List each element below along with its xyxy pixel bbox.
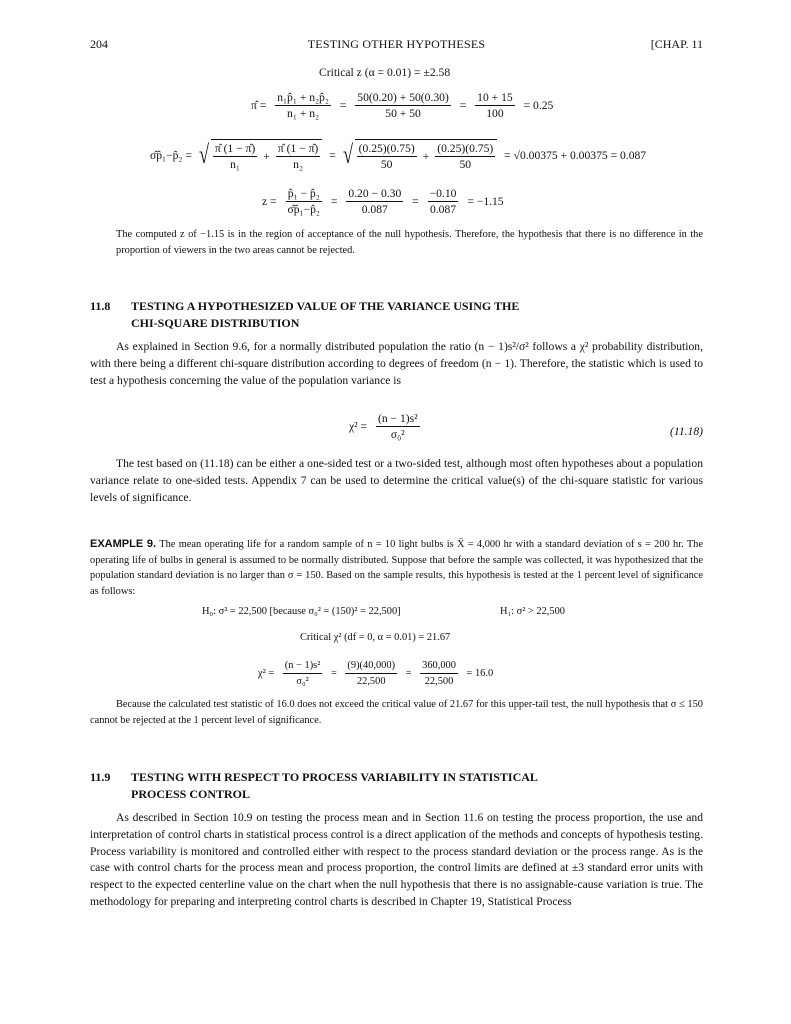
sigma-equation: σ̂p̂₁−p̂₂ = √ $\frac{\pî (1 - \pî)}{\text{n₁}}$ + $\frac{\pî (1 - \pî)}{\text{n₂}}$ = √ $\frac{(0.25)(0.75)}{50}$ + $\frac{(0.25)(0.75)}{50}$ = √0.00375 + 0.00375 = 0.087 [150,140,647,171]
section-number: 11.9 [90,770,111,784]
section-title-line-1: TESTING WITH RESPECT TO PROCESS VARIABILITY IN STATISTICAL [131,770,538,784]
section-11-9-paragraph: As described in Section 10.9 on testing the process mean and in Section 11.6 on testing the process proportion, the use and interpretation of control charts in statistical process control is a direct application of the methods and concepts of hypothesis testing. Process variability is monitored and controlled either with respect to the process standard deviation or the process range. As is the case with control charts for the process mean and process proportion, the control limits are defined at ±3 standard error units with respect to the expected centerline value on the chart when the null hypothesis that there is no assignable-cause variation is true. The methodology for preparing and interpreting control charts is described in Chapter 19, Statistical Process [90,811,703,908]
example-9-conclusion: Because the calculated test statistic of 16.0 does not exceed the critical value of 21.67 for this upper-tail test, the null hypothesis that σ ≤ 150 cannot be rejected at the 1 percent level of significance. [90,699,703,726]
pi-hat-lhs: π̂ = [251,98,267,112]
section-title-line-2: PROCESS CONTROL [131,787,251,801]
running-header [90,37,703,53]
chi-square-equation: χ² = $\frac{\text{(n − 1)s²}}{\text{σ₀²}}$ [349,412,418,441]
z-lhs: z = [262,194,277,208]
z-equation: z = $\frac{\text{p̂₁ − p̂₂}}{\text{σ̂p̂₁−p̂₂}}$ = $\frac{0.20 - 0.30}{0.087}$ = $\frac{-0.10}{0.087}$ = −1.15 [262,187,504,216]
sigma-radical-symbolic: √ $\frac{\pî (1 - \pî)}{\text{n₁}}$ + $\frac{\pî (1 - \pî)}{\text{n₂}}$ [199,139,322,172]
section-11-9-heading [90,769,703,803]
pi-hat-fraction-2: $\frac{50(0.20) + 50(0.30)}{50 + 50}$ [357,91,449,120]
z-result: = −1.15 [467,194,504,208]
section-11-8-paragraph-1: As explained in Section 9.6, for a normally distributed population the ratio (n − 1)s²/σ² follows a χ² probability distribution, with there being a different chi-square distribution according to degrees of freedom (n − 1). Therefore, the statistic which is used to test a hypothesis concerning the value of the population variance is [90,340,703,387]
sigma-result: = √0.00375 + 0.00375 = 0.087 [504,148,647,162]
running-title: TESTING OTHER HYPOTHESES [307,37,486,51]
critical-chi-line: Critical χ² (df = 0, α = 0.01) = 21.67 [300,632,451,643]
example-text: The mean operating life for a random sample of n = 10 light bulbs is X̄ = 4,000 hr with a standard deviation of s = 200 hr. The operating life of bulbs in general is assumed to be normally distributed. Suppose that before the sample was collected, it was hypothesized that the population standard deviation is no larger than σ = 150. Based on the sample results, this hypothesis is tested at the 1 percent level of significance as follows: [90,539,703,597]
section-11-8-paragraph-2: The test based on (11.18) can be either a one-sided test or a two-sided test, although most often hypotheses about a population variance relate to one-sided tests. Appendix 7 can be used to determine the critical value(s) of the chi-square statistic for various levels of significance. [90,457,703,504]
pi-hat-equation: π̂ = $\frac{\text{n₁p̂₁ + n₂p̂₂}}{\text{n₁ + n₂}}$ = $\frac{50(0.20) + 50(0.30)}{50 + 50}$ = $\frac{10 + 15}{100}$ = 0.25 [251,91,554,120]
sigma-radical-numeric: √ $\frac{(0.25)(0.75)}{50}$ + $\frac{(0.25)(0.75)}{50}$ [343,139,498,172]
example-9-paragraph [90,537,703,599]
pi-hat-fraction-1: $\frac{\text{n₁p̂₁ + n₂p̂₂}}{\text{n₁ + n₂}}$ [277,91,329,120]
chi-square-calculation: χ² = $\frac{\text{(n − 1)s²}}{\text{σ₀²}}$ = $\frac{(9)(40,000)}{22,500}$ = $\frac{360,000}{22,500}$ = 16.0 [258,660,494,687]
section-11-8-heading [90,298,703,332]
section-title-line-2: CHI-SQUARE DISTRIBUTION [131,316,300,330]
page-number: 204 [90,37,108,51]
h0-statement: H₀: σ² = 22,500 [because σ₀² = (150)² = 22,500] [202,606,401,617]
z-conclusion-paragraph: The computed z of −1.15 is in the region of acceptance of the null hypothesis. Therefore, the hypothesis that there is no difference in the proportion of viewers in the two areas cannot be rejected. [116,229,703,256]
sigma-lhs: σ̂p̂₁−p̂₂ = [150,148,192,162]
section-title-line-1: TESTING A HYPOTHESIZED VALUE OF THE VARIANCE USING THE [131,299,520,313]
pi-hat-fraction-3: $\frac{10 + 15}{100}$ [477,91,513,120]
chi-square-lhs: χ² = [349,419,368,433]
example-label: EXAMPLE 9. [90,538,157,550]
pi-hat-result: = 0.25 [523,98,554,112]
section-number: 11.8 [90,299,111,313]
critical-z-line: Critical z (α = 0.01) = ±2.58 [319,66,451,79]
chapter-label: [CHAP. 11 [650,37,703,51]
h1-statement: H₁: σ² > 22,500 [500,606,565,617]
equation-tag: (11.18) [670,425,703,438]
